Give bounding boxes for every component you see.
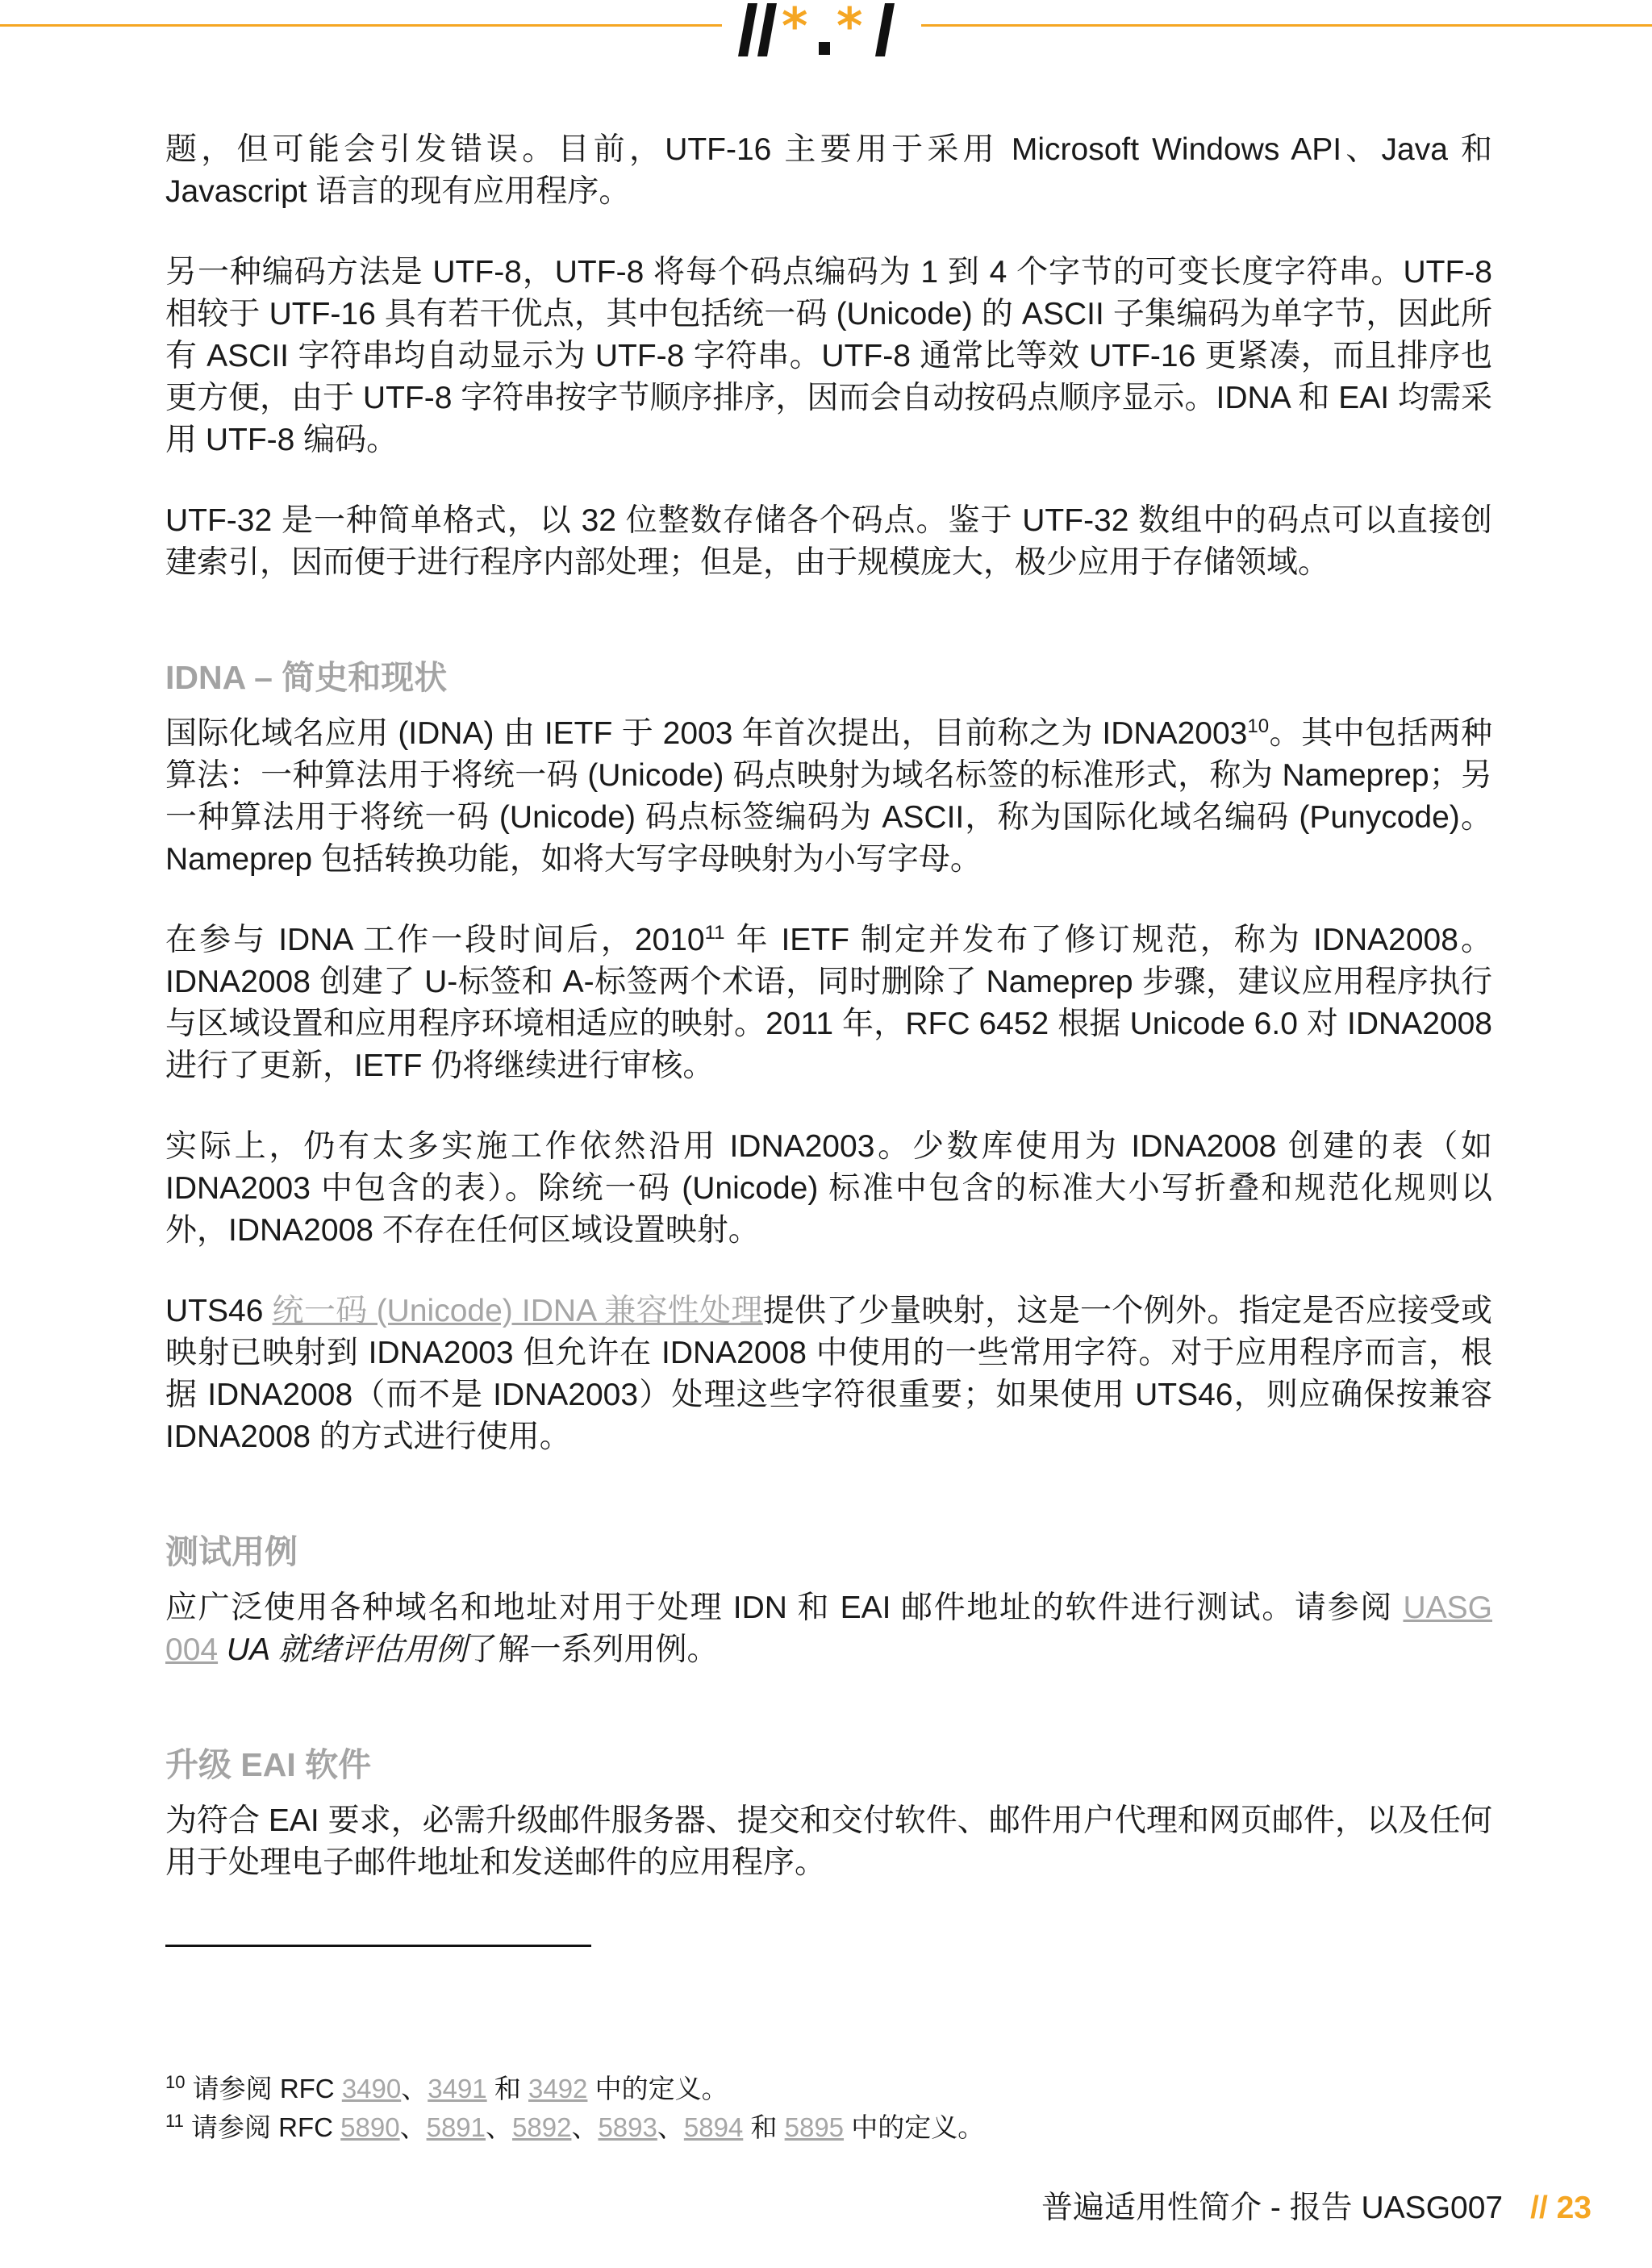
footnote-ref-11[interactable]: 11 [704,922,725,944]
logo-star-2: * [836,0,863,56]
page-number: // 23 [1530,2191,1592,2225]
footnote-ref-10[interactable]: 10 [1247,715,1270,737]
uasg-logo [730,0,917,60]
paragraph-utf32: UTF-32 是一种简单格式，以 32 位整数存储各个码点。鉴于 UTF-32 数组中的码点可以直接创建索引，因而便于进行程序内部处理；但是，由于规模庞大，极少应用于存储领域。 [165,503,1492,580]
footer-report-title: 普遍适用性简介 - 报告 UASG007 [1041,2191,1504,2225]
paragraph-test-cases: 应广泛使用各种域名和地址对用于处理 IDN 和 EAI 邮件地址的软件进行测试。请参阅 UASG 004 UA 就绪评估用例了解一系列用例。 [165,1591,1492,1667]
page-footer [1041,2187,1592,2229]
section-heading-upgrade-eai: 升级 EAI 软件 [165,1746,372,1783]
logo-slash-3 [875,3,895,56]
link-unicode-idna-compat[interactable]: 统一码 (Unicode) IDNA 兼容性处理 [272,1294,763,1328]
footnote-10: $^{10}$ 请参阅 RFC 3490、3491 和 3492 中的定义。 [165,2072,728,2103]
logo-dot [819,42,830,55]
footnotes [165,2070,1492,2147]
paragraph-uts46: UTS46 统一码 (Unicode) IDNA 兼容性处理提供了少量映射，这是一个例外。指定是否应接受或映射已映射到 IDNA2003 但允许在 IDNA2008 中使用的一些常用字符。对于应用程序而言，根据 IDNA2008（而不是 IDNA2003）处理这些字符很重要；如果使用 UTS46，则应确保按兼容 IDNA2008 的方式进行使用。 [165,1294,1492,1454]
link-rfc5892[interactable]: 5892 [512,2112,572,2142]
paragraph-idna2008: 在参与 IDNA 工作一段时间后，2010$^{11}$ 年 IETF 制定并发布了修订规范，称为 IDNA2008。IDNA2008 创建了 U-标签和 A-标签两个术语，同时删除了 Nameprep 步骤，建议应用程序执行与区域设置和应用程序环境相适应的映射。2011 年，RFC 6452 根据 Unicode 6.0 对 IDNA2008 进行了更新，IETF 仍将继续进行审核。 [165,922,1492,1083]
section-heading-idna-history: IDNA – 简史和现状 [165,659,448,696]
section-heading-test-cases: 测试用例 [165,1533,298,1570]
link-uasg004[interactable]: UASG 004 [165,1591,1492,1667]
link-rfc5891[interactable]: 5891 [426,2112,486,2142]
link-rfc5894[interactable]: 5894 [683,2112,744,2142]
footnote-separator [165,1945,591,1947]
logo-star-1: * [782,0,808,56]
paragraph-idna2003: 国际化域名应用 (IDNA) 由 IETF 于 2003 年首次提出，目前称之为 IDNA2003$^{10}$。其中包括两种算法：一种算法用于将统一码 (Unicode) 码点映射为域名标签的标准形式，称为 Nameprep；另一种算法用于将统一码 (Unicode) 码点标签编码为 ASCII，称为国际化域名编码 (Punycode)。Nameprep 包括转换功能，如将大写字母映射为小写字母。 [165,715,1492,877]
paragraph-utf16-usage: 题，但可能会引发错误。目前，UTF-16 主要用于采用 Microsoft Windows API、Java 和 Javascript 语言的现有应用程序。 [165,132,1492,209]
main-content [165,129,1492,1884]
logo-slash-1 [738,3,757,56]
header-rule-right [921,24,1652,27]
link-rfc5890[interactable]: 5890 [340,2112,400,2142]
paragraph-utf8: 另一种编码方法是 UTF-8，UTF-8 将每个码点编码为 1 到 4 个字节的可变长度字符串。UTF-8 相较于 UTF-16 具有若干优点，其中包括统一码 (Unicode) 的 ASCII 子集编码为单字节，因此所有 ASCII 字符串均自动显示为 UTF-8 字符串。UTF-8 通常比等效 UTF-16 更紧凑，而且排序也更方便，由于 UTF-8 字符串按字节顺序排序，因而会自动按码点顺序显示。IDNA 和 EAI 均需采用 UTF-8 编码。 [165,255,1492,457]
header-rule-left [0,24,722,27]
link-rfc5895[interactable]: 5895 [784,2112,845,2142]
link-rfc5893[interactable]: 5893 [598,2112,657,2142]
logo-slash-2 [757,3,777,56]
link-rfc3490[interactable]: 3490 [341,2074,402,2103]
link-rfc3491[interactable]: 3491 [428,2074,487,2103]
link-rfc3492[interactable]: 3492 [528,2074,588,2103]
paragraph-upgrade-eai: 为符合 EAI 要求，必需升级邮件服务器、提交和交付软件、邮件用户代理和网页邮件，以及任何用于处理电子邮件地址和发送邮件的应用程序。 [165,1803,1492,1880]
paragraph-idna-practice: 实际上，仍有太多实施工作依然沿用 IDNA2003。少数库使用为 IDNA2008 创建的表（如 IDNA2003 中包含的表）。除统一码 (Unicode) 标准中包含的标准大小写折叠和规范化规则以外，IDNA2008 不存在任何区域设置映射。 [165,1129,1492,1248]
footnote-11: $^{11}$ 请参阅 RFC 5890、5891、5892、5893、5894 和 5895 中的定义。 [165,2111,985,2142]
